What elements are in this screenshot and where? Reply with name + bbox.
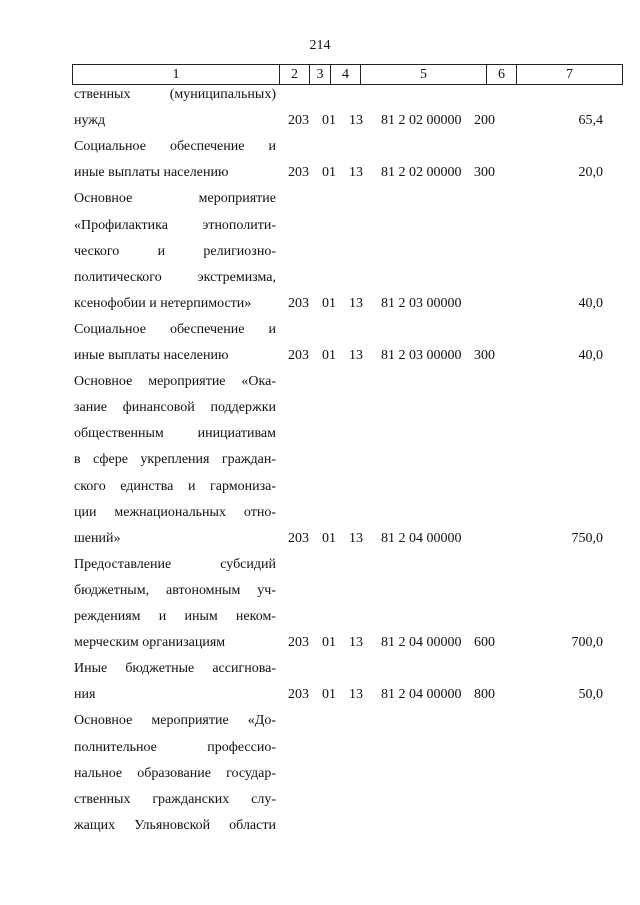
- table-row: [0, 501, 640, 525]
- row-c5: 81 2 03 00000: [381, 295, 462, 311]
- row-c5: 81 2 04 00000: [381, 530, 462, 546]
- row-c2: 203: [288, 635, 309, 651]
- row-c5: 81 2 02 00000: [381, 113, 462, 129]
- row-c4: 13: [349, 295, 363, 311]
- row-c4: 13: [349, 348, 363, 363]
- row-c3: 01: [322, 113, 336, 129]
- row-name: Основное мероприятие: [74, 191, 276, 207]
- row-name: иные выплаты населению: [74, 348, 229, 363]
- table-row: [0, 605, 640, 629]
- table-row: [0, 553, 640, 577]
- table-row: [0, 83, 640, 107]
- row-name: Основное мероприятие «До-: [74, 713, 276, 729]
- table-row: [0, 788, 640, 812]
- row-c5: 81 2 03 00000: [381, 348, 462, 363]
- row-c6: 600: [474, 635, 495, 651]
- row-c3: 01: [322, 165, 336, 181]
- row-c3: 01: [322, 635, 336, 651]
- row-name: жащих Ульяновской области: [74, 817, 276, 833]
- table-row: [0, 683, 640, 707]
- table-row: [0, 214, 640, 238]
- row-c3: 01: [322, 295, 336, 311]
- row-name: реждениям и иным неком-: [74, 609, 276, 624]
- table-row: [0, 579, 640, 603]
- row-c2: 203: [288, 165, 309, 181]
- table-row: [0, 109, 640, 133]
- table-row: [0, 396, 640, 420]
- row-name: ции межнациональных отно-: [74, 504, 276, 520]
- row-c2: 203: [288, 530, 309, 546]
- row-name: мерческим организациям: [74, 635, 226, 651]
- row-c2: 203: [288, 113, 309, 129]
- row-name: ского единства и гармониза-: [74, 478, 276, 494]
- row-name: Предоставление субсидий: [74, 556, 276, 572]
- row-c3: 01: [322, 348, 336, 363]
- header-col-7: 7: [517, 65, 623, 85]
- row-c2: 203: [288, 687, 309, 703]
- row-name: ксенофобии и нетерпимости»: [74, 295, 252, 311]
- row-c7: 40,0: [578, 295, 603, 311]
- header-col-5: 5: [361, 65, 487, 85]
- row-name: «Профилактика этнополити-: [74, 217, 276, 233]
- row-c4: 13: [349, 165, 363, 181]
- row-name: нальное образование государ-: [74, 765, 276, 781]
- row-c5: 81 2 04 00000: [381, 687, 462, 703]
- row-c7: 20,0: [578, 165, 603, 181]
- header-col-6: 6: [487, 65, 517, 85]
- row-name: общественным инициативам: [74, 426, 276, 442]
- row-c4: 13: [349, 530, 363, 546]
- row-name: в сфере укрепления граждан-: [74, 452, 276, 468]
- row-c6: 800: [474, 687, 495, 703]
- row-name: Иные бюджетные ассигнова-: [74, 661, 276, 677]
- row-c3: 01: [322, 530, 336, 546]
- row-name: ственных гражданских слу-: [74, 791, 276, 807]
- row-name: бюджетным, автономным уч-: [74, 582, 276, 598]
- row-c7: 700,0: [571, 635, 603, 651]
- table-row: [0, 814, 640, 838]
- header-col-2: 2: [280, 65, 310, 85]
- table-header: [72, 64, 623, 85]
- row-c7: 750,0: [571, 530, 603, 546]
- row-c6: 300: [474, 348, 495, 363]
- header-col-3: 3: [310, 65, 331, 85]
- table-row: [0, 657, 640, 681]
- row-name: нужд: [74, 113, 106, 129]
- table-row: [0, 527, 640, 551]
- page-number: 214: [309, 38, 331, 53]
- row-name: полнительное профессио-: [74, 739, 276, 755]
- table-row: [0, 475, 640, 499]
- row-c5: 81 2 02 00000: [381, 165, 462, 181]
- row-name: зание финансовой поддержки: [74, 400, 276, 416]
- table-row: [0, 631, 640, 655]
- row-name: иные выплаты населению: [74, 165, 229, 181]
- row-c7: 65,4: [578, 113, 603, 129]
- row-c6: 300: [474, 165, 495, 181]
- header-col-4: 4: [331, 65, 361, 85]
- row-name: Социальное обеспечение и: [74, 321, 276, 337]
- table-row: [0, 318, 640, 342]
- row-c4: 13: [349, 635, 363, 651]
- table-row: [0, 344, 640, 368]
- row-name: ственных (муниципальных): [74, 87, 276, 102]
- row-c4: 13: [349, 113, 363, 129]
- row-name: ческого и религиозно-: [74, 243, 276, 259]
- table-row: [0, 161, 640, 185]
- table-row: [0, 292, 640, 316]
- table-row: [0, 266, 640, 290]
- row-c5: 81 2 04 00000: [381, 635, 462, 651]
- row-name: Социальное обеспечение и: [74, 139, 276, 155]
- row-name: ния: [74, 687, 96, 703]
- row-name: политического экстремизма,: [74, 269, 276, 285]
- row-name: шений»: [74, 530, 121, 546]
- row-c2: 203: [288, 295, 309, 311]
- table-row: [0, 448, 640, 472]
- table-row: [0, 762, 640, 786]
- table-row: [0, 187, 640, 211]
- row-c2: 203: [288, 348, 309, 363]
- row-c7: 40,0: [578, 348, 603, 363]
- table-row: [0, 709, 640, 733]
- row-c4: 13: [349, 687, 363, 703]
- table-row: [0, 135, 640, 159]
- row-name: Основное мероприятие «Ока-: [74, 374, 276, 390]
- row-c3: 01: [322, 687, 336, 703]
- row-c7: 50,0: [578, 687, 603, 703]
- header-col-1: 1: [73, 65, 280, 85]
- table-row: [0, 370, 640, 394]
- row-c6: 200: [474, 113, 495, 129]
- table-row: [0, 736, 640, 760]
- table-row: [0, 240, 640, 264]
- table-row: [0, 422, 640, 446]
